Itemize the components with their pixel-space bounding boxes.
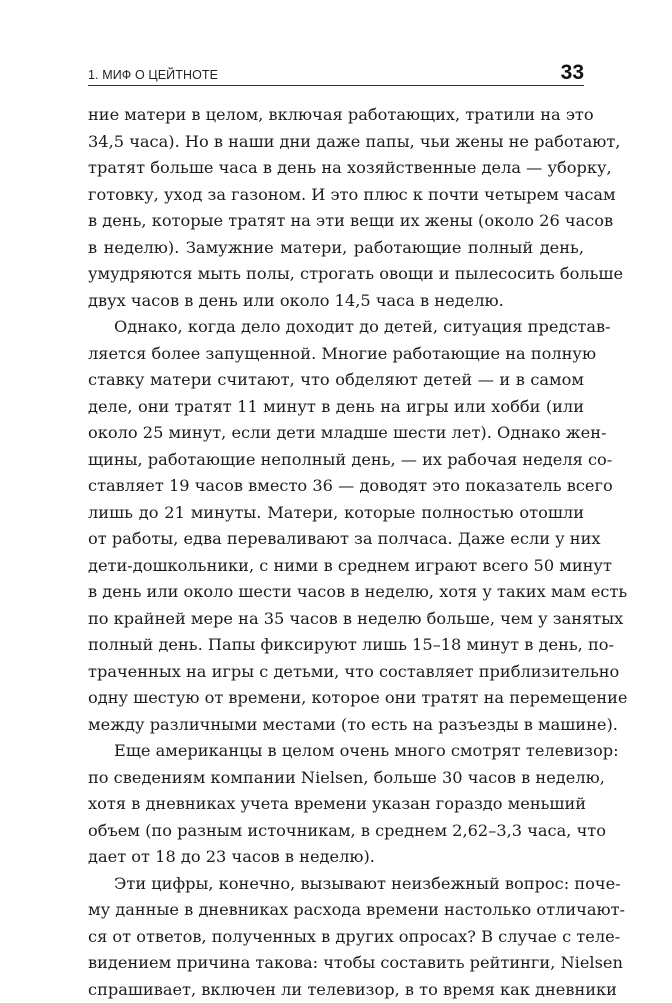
text-line: между различными местами (то есть на разъезды в машине).	[88, 712, 584, 739]
text-line: в день или около шести часов в неделю, хотя у таких мам есть	[88, 579, 584, 606]
text-line: около 25 минут, если дети младше шести лет). Однако жен-	[88, 420, 584, 447]
paragraph	[88, 102, 584, 314]
text-line: по крайней мере на 35 часов в неделю больше, чем у занятых	[88, 606, 584, 633]
text-line: видением причина такова: чтобы составить рейтинги, Nielsen	[88, 950, 584, 977]
text-line: ся от ответов, полученных в других опросах? В случае с теле-	[88, 924, 584, 951]
paragraph	[88, 738, 584, 871]
text-line: одну шестую от времени, которое они тратят на перемещение	[88, 685, 584, 712]
header-rule	[88, 85, 584, 86]
text-line: спрашивает, включен ли телевизор, в то время как дневники	[88, 977, 584, 1003]
text-line: по сведениям компании Nielsen, больше 30 часов в неделю,	[88, 765, 584, 792]
text-line: тратят больше часа в день на хозяйственные дела — уборку,	[88, 155, 584, 182]
text-line: лишь до 21 минуты. Матери, которые полностью отошли	[88, 500, 584, 527]
chapter-running-title: 1. МИФ О ЦЕЙТНОТЕ	[88, 68, 218, 82]
text-line: двух часов в день или около 14,5 часа в неделю.	[88, 288, 584, 315]
text-line: готовку, уход за газоном. И это плюс к почти четырем часам	[88, 182, 584, 209]
text-line: от работы, едва переваливают за полчаса. Даже если у них	[88, 526, 584, 553]
text-line: траченных на игры с детьми, что составляет приблизительно	[88, 659, 584, 686]
text-line: полный день. Папы фиксируют лишь 15–18 минут в день, по-	[88, 632, 584, 659]
text-line: ляется более запущенной. Многие работающие на полную	[88, 341, 584, 368]
text-line: дает от 18 до 23 часов в неделю).	[88, 844, 584, 871]
paragraph	[88, 871, 584, 1003]
text-line: щины, работающие неполный день, — их рабочая неделя со-	[88, 447, 584, 474]
text-line: Эти цифры, конечно, вызывают неизбежный вопрос: поче-	[88, 871, 584, 898]
text-line: ставку матери считают, что обделяют детей — и в самом	[88, 367, 584, 394]
text-line: в день, которые тратят на эти вещи их жены (около 26 часов	[88, 208, 584, 235]
text-line: му данные в дневниках расхода времени настолько отличают-	[88, 897, 584, 924]
text-line: дети-дошкольники, с ними в среднем играют всего 50 минут	[88, 553, 584, 580]
text-line: Однако, когда дело доходит до детей, ситуация представ-	[88, 314, 584, 341]
text-line: объем (по разным источникам, в среднем 2,62–3,3 часа, что	[88, 818, 584, 845]
text-line: умудряются мыть полы, строгать овощи и пылесосить больше	[88, 261, 584, 288]
text-line: в неделю). Замужние матери, работающие полный день,	[88, 235, 584, 262]
paragraph	[88, 314, 584, 738]
text-line: ние матери в целом, включая работающих, тратили на это	[88, 102, 584, 129]
running-head	[88, 62, 584, 86]
text-line: деле, они тратят 11 минут в день на игры или хобби (или	[88, 394, 584, 421]
text-line: хотя в дневниках учета времени указан гораздо меньший	[88, 791, 584, 818]
text-line: ставляет 19 часов вместо 36 — доводят это показатель всего	[88, 473, 584, 500]
page-number: 33	[561, 61, 584, 85]
body-text	[88, 102, 584, 1003]
text-line: 34,5 часа). Но в наши дни даже папы, чьи жены не работают,	[88, 129, 584, 156]
text-line: Еще американцы в целом очень много смотрят телевизор:	[88, 738, 584, 765]
